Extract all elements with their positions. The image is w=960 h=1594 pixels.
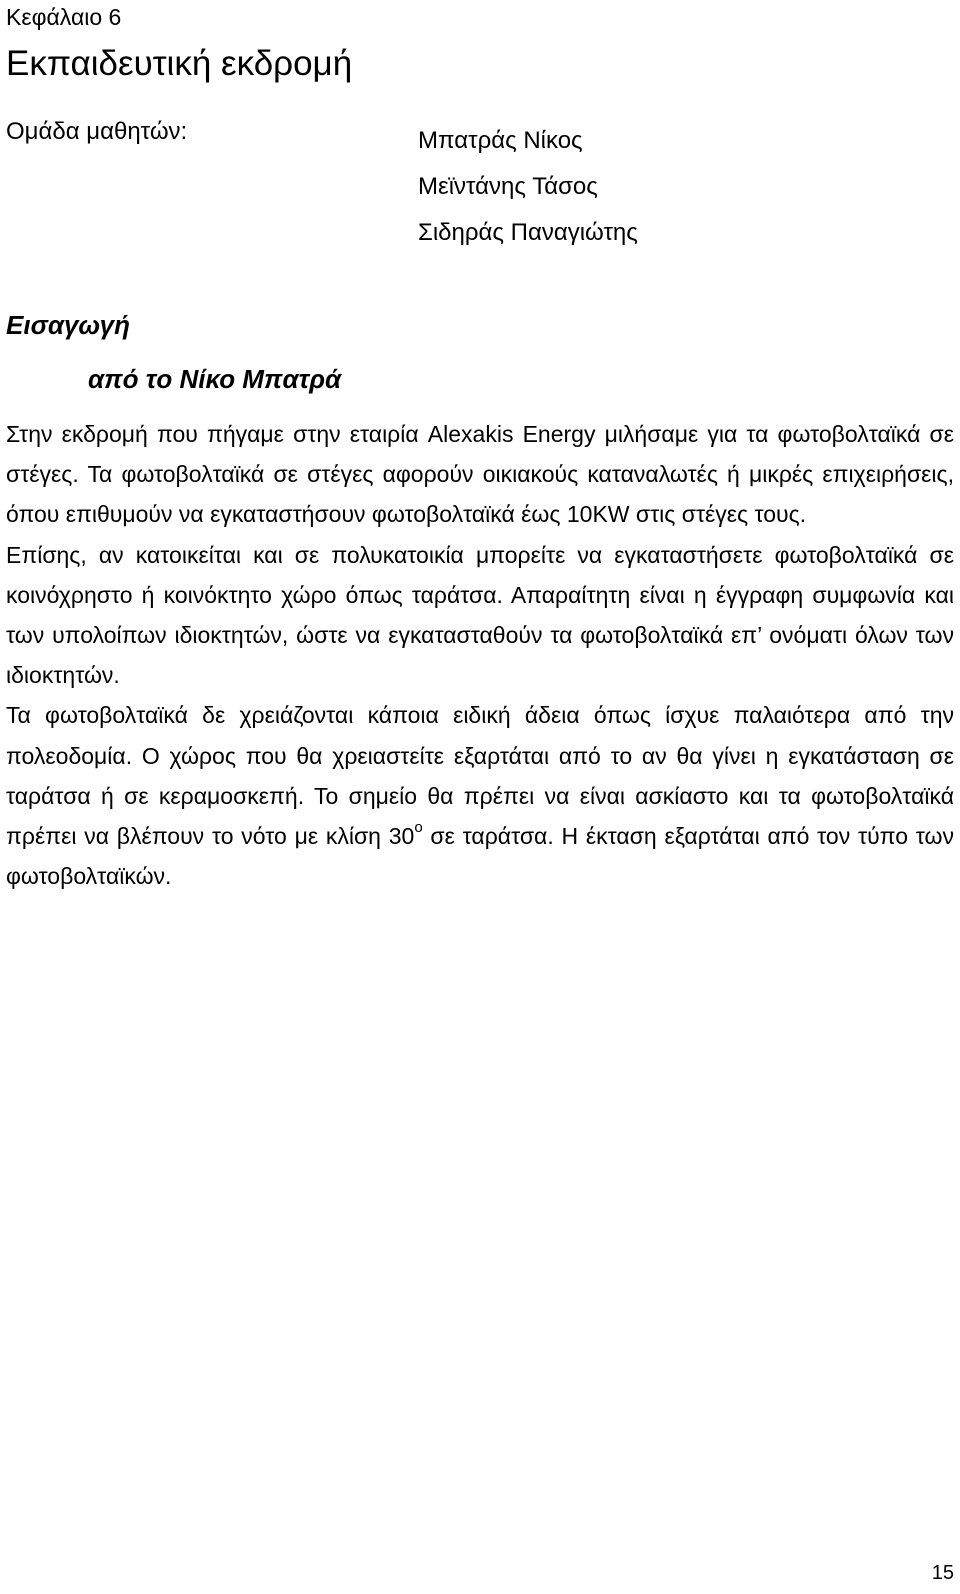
page-number: 15	[931, 1562, 954, 1584]
page-title: Εκπαιδευτική εκδρομή	[6, 44, 353, 83]
chapter-label: Κεφάλαιο 6	[6, 4, 122, 30]
paragraph-text: σε ταράτσα. Η έκταση εξαρτάται από τον τύπο των φωτοβολταϊκών.	[6, 823, 954, 890]
member-name: Σιδηράς Παναγιώτης	[418, 219, 638, 246]
body-text	[6, 414, 954, 896]
degree-superscript: ο	[414, 819, 423, 837]
paragraph: Επίσης, αν κατοικείται και σε πολυκατοικία μπορείτε να εγκαταστήσετε φωτοβολταϊκά σε κοινόχρηστο ή κοινόκτητο χώρο όπως ταράτσα. Απαραίτητη είναι η έγγραφη συμφωνία και των υπολοίπων ιδιοκτητών, ώστε να εγκατασταθούν τα φωτοβολταϊκά επ’ ονόματι όλων των ιδιοκτητών.	[6, 541, 954, 689]
section-heading-introduction: Εισαγωγή	[6, 310, 130, 340]
student-group-label: Ομάδα μαθητών:	[6, 118, 188, 145]
paragraph	[6, 695, 954, 896]
member-name: Μπατράς Νίκος	[418, 127, 583, 154]
paragraph: Στην εκδρομή που πήγαμε στην εταιρία Alexakis Energy μιλήσαμε για τα φωτοβολταϊκά σε στέγες. Τα φωτοβολταϊκά σε στέγες αφορούν οικιακούς καταναλωτές ή μικρές επιχειρήσεις, όπου επιθυμούν να εγκαταστήσουν φωτοβολταϊκά έως 10KW στις στέγες τους.	[6, 421, 954, 528]
paragraph-text: Τα φωτοβολταϊκά δε χρειάζονται κάποια ειδική άδεια όπως ίσχυε παλαιότερα από την πολεοδομία. Ο χώρος που θα χρειαστείτε εξαρτάται από το αν θα γίνει η εγκατάσταση σε ταράτσα ή σε κεραμοσκεπή. Το σημείο θα πρέπει να είναι ασκίαστο και τα φωτοβολταϊκά πρέπει να βλέπουν το νότο με κλίση 30	[6, 702, 954, 850]
member-name: Μεϊντάνης Τάσος	[418, 173, 598, 200]
student-group-members	[418, 118, 638, 256]
section-author: από το Νίκο Μπατρά	[88, 364, 342, 394]
